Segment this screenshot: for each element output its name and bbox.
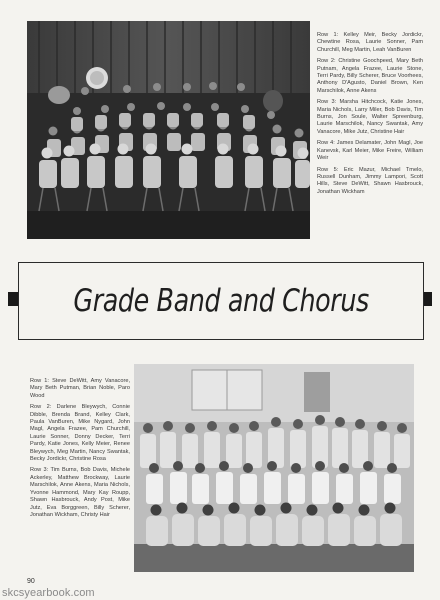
band-caption-row-5: Row 5: Eric Mazur, Michael Tmelo, Russell Dunham, Jimmy Lampori, Scott Hills, Steve DeWitt, Shawn Hasbrouck, Jonathan Wickham (317, 166, 423, 195)
watermark: skcsyearbook.com (2, 587, 95, 599)
band-caption-row-2: Row 2: Christine Goochpeed, Mary Beth Putnam, Angela Frazee, Laurie Stone, Terri Pardy, Billy Scherer, Bruce Voorhees, Anthony D'Agusto, Daniel Brown, Ken Marschilok, Anne Akens (317, 58, 423, 94)
title-band-left-tab (8, 292, 18, 306)
title-box (18, 262, 424, 340)
chorus-caption-row-2: Row 2: Darlene Bleywych, Connie Dibble, Brenda Brand, Kelley Clark, Paula VanBuren, Mike Nygard, John Magl, Angela Frazee, Pam Churchill, Laurie Sonner, Donny Decker, Terri Pardy, Katie Jones, Kelly Meier, Renee Bleywych, Meg Martin, Nancy Swantak, Becky Jordickr, Christine Rosa (30, 404, 130, 463)
chorus-caption-row-3: Row 3: Tim Burns, Bob Davis, Michele Ackerley, Matthew Brockway, Laurie Marschilok, Anne Akens, Maria Nichols, Yvonne Hammond, Mary Kay Roupp, Shawn Hasbrouck, Andy Post, Mike Jutz, Eva Borggreen, Billy Scherer, Jonathan Wickham, Christy Hair (30, 467, 130, 518)
page-number: 90 (27, 578, 35, 585)
band-group-photo (27, 21, 310, 239)
band-caption-row-1: Row 1: Kelley Meir, Becky Jordickr, Chewtine Rosa, Laurie Sonner, Pam Churchill, Meg Martin, Leah VanBuren (317, 32, 423, 53)
page-title: Grade Band and Chorus (73, 283, 369, 319)
chorus-caption-row-1: Row 1: Steve DeWitt, Amy Vanacore, Mary Beth Putman, Brian Noble, Paro Wood (30, 378, 130, 399)
title-band (0, 262, 440, 340)
chorus-caption (30, 378, 130, 523)
band-caption (317, 32, 423, 200)
band-caption-row-4: Row 4: James Delamater, John Magl, Joe Kanevsk, Karl Meier, Mike Freire, William Weir (317, 140, 423, 162)
band-caption-row-3: Row 3: Marsha Hitchcock, Katie Jones, Maria Nichols, Larry Miler, Bob Davis, Tim Burns, Jon Soule, Walter Spreenburg, Laurie Marschilok, Nancy Swantak, Amy Vanacore, Mike Jutz, Christine Hair (317, 99, 423, 135)
chorus-group-photo (134, 364, 414, 572)
